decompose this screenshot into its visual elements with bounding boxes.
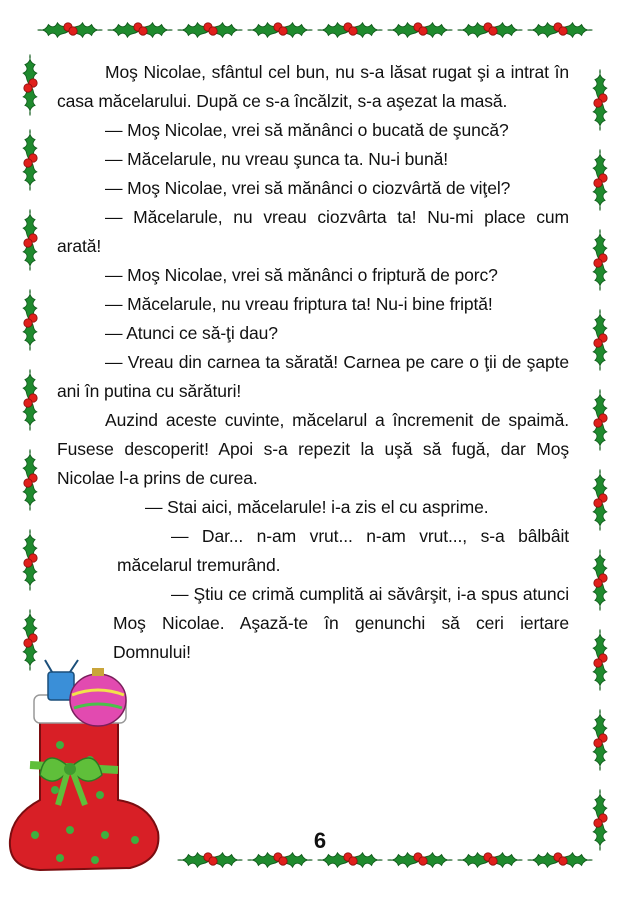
holly-berry-icon: [279, 857, 287, 865]
holly-berry-icon: [279, 27, 287, 35]
holly-berry-icon: [419, 27, 427, 35]
holly-berry-icon: [349, 857, 357, 865]
holly-berry-icon: [594, 659, 602, 667]
holly-berry-icon: [594, 99, 602, 107]
paragraph: — Moş Nicolae, vrei să mănânci o bucată de şuncă?: [105, 120, 509, 140]
holly-berry-icon: [24, 399, 32, 407]
paragraph: — Măcelarule, nu vreau friptura ta! Nu-i bine friptă!: [105, 294, 493, 314]
paragraph: — Moş Nicolae, vrei să mănânci o friptură de porc?: [105, 265, 498, 285]
holly-berry-icon: [594, 739, 602, 747]
holly-berry-icon: [489, 27, 497, 35]
paragraph: — Stai aici, măcelarule! i-a zis el cu asprime.: [145, 497, 489, 517]
holly-berry-icon: [24, 479, 32, 487]
holly-berry-icon: [209, 857, 217, 865]
holly-berry-icon: [24, 559, 32, 567]
holly-berry-icon: [24, 159, 32, 167]
paragraph: — Ştiu ce crimă cumplită ai săvârşit, i-a spus atunci Moş Nicolae. Aşază-te în genunchi să ceri iertare Domnului!: [113, 584, 569, 662]
christmas-stocking-icon: [10, 660, 159, 870]
holly-berry-icon: [349, 27, 357, 35]
story-text: [57, 58, 569, 667]
holly-berry-icon: [419, 857, 427, 865]
holly-berry-icon: [139, 27, 147, 35]
holly-berry-icon: [209, 27, 217, 35]
holly-berry-icon: [69, 27, 77, 35]
holly-berry-icon: [594, 819, 602, 827]
holly-berry-icon: [489, 857, 497, 865]
paragraph: — Dar... n-am vrut... n-am vrut..., s-a bâlbâit măcelarul tremurând.: [117, 526, 569, 575]
holly-berry-icon: [24, 84, 32, 92]
holly-berry-icon: [594, 419, 602, 427]
holly-berry-icon: [594, 579, 602, 587]
holly-berry-icon: [559, 857, 567, 865]
paragraph: — Măcelarule, nu vreau şunca ta. Nu-i bună!: [105, 149, 448, 169]
paragraph: — Atunci ce să-ţi dau?: [105, 323, 278, 343]
holly-berry-icon: [559, 27, 567, 35]
holly-berry-icon: [24, 639, 32, 647]
paragraph: — Moş Nicolae, vrei să mănânci o ciozvârtă de viţel?: [105, 178, 511, 198]
holly-berry-icon: [594, 499, 602, 507]
holly-berry-icon: [594, 259, 602, 267]
holly-berry-icon: [594, 339, 602, 347]
paragraph: Auzind aceste cuvinte, măcelarul a încremenit de spaimă. Fusese descoperit! Apoi s-a repezit la uşă să fugă, dar Moş Nicolae l-a prins de curea.: [57, 410, 569, 488]
paragraph: — Vreau din carnea ta sărată! Carnea pe care o ţii de şapte ani în putina cu sărături!: [57, 352, 569, 401]
page-number: 6: [313, 828, 327, 853]
paragraph: — Măcelarule, nu vreau ciozvârta ta! Nu-mi place cum arată!: [57, 207, 569, 256]
holly-berry-icon: [594, 179, 602, 187]
holly-berry-icon: [24, 239, 32, 247]
holly-berry-icon: [24, 319, 32, 327]
paragraph: Moş Nicolae, sfântul cel bun, nu s-a lăsat rugat şi a intrat în casa măcelarului. După ce s-a încălzit, s-a aşezat la masă.: [57, 62, 569, 111]
